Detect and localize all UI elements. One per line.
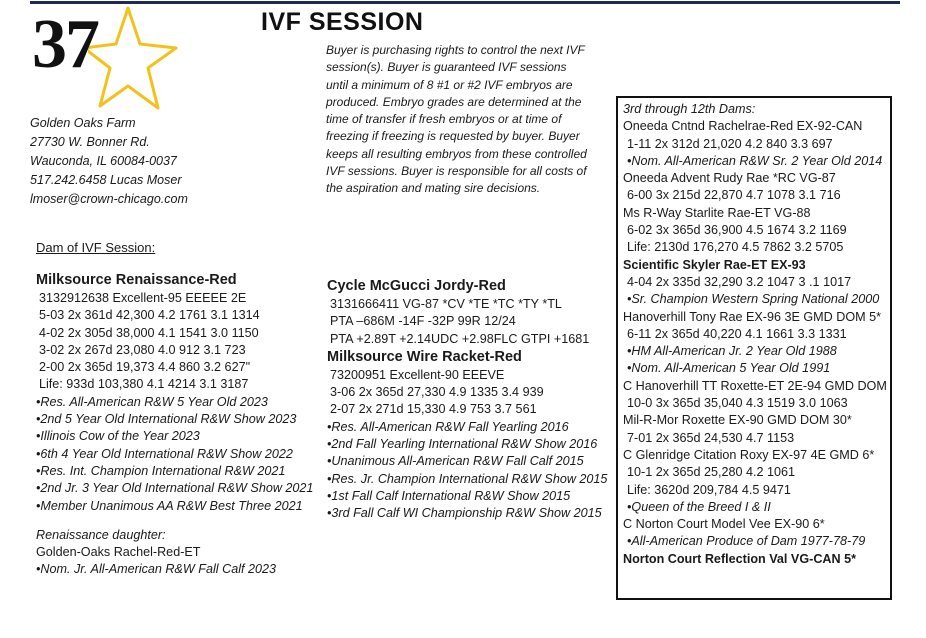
dam-record: 6-02 3x 365d 36,900 4.5 1674 3.2 1169	[627, 223, 847, 238]
dams-list	[623, 101, 887, 568]
dams-header: 3rd through 12th Dams:	[623, 102, 756, 116]
sire-pta: PTA –686M -14F -32P 99R 12/24	[330, 314, 516, 329]
description-line: Buyer is purchasing rights to control the next IVF	[326, 43, 585, 57]
dam-achievement: •2nd Jr. 3 Year Old International R&W Show 2021	[36, 481, 314, 496]
dam-record: 5-03 2x 361d 42,300 4.2 1761 3.1 1314	[39, 308, 260, 323]
dam-record: 3-02 2x 267d 23,080 4.0 912 3.1 723	[39, 342, 246, 357]
description-line: produced. Embryo grades are determined at the	[326, 94, 582, 109]
dam-section-label: Dam of IVF Session:	[36, 240, 156, 255]
dam-achievement: •All-American Produce of Dam 1977-78-79	[627, 534, 866, 549]
dam-name: Mil-R-Mor Roxette EX-90 GMD DOM 30*	[623, 413, 852, 428]
dam-record: 6-11 2x 365d 40,220 4.1 1661 3.3 1331	[627, 326, 847, 341]
description-line: until a minimum of 8 #1 or #2 IVF embryos are	[326, 77, 573, 92]
dam-achievement: •Illinois Cow of the Year 2023	[36, 429, 200, 444]
daughter-label: Renaissance daughter:	[36, 527, 166, 542]
dam-achievement: •Queen of the Breed I & II	[627, 499, 771, 514]
dam-name: Hanoverhill Tony Rae EX-96 3E GMD DOM 5*	[623, 309, 882, 324]
dam-achievement: •6th 4 Year Old International R&W Show 2022	[36, 446, 293, 461]
sire-pta: PTA +2.89T +2.14UDC +2.98FLC GTPI +1681	[330, 331, 590, 346]
dam-name: Scientific Skyler Rae-ET EX-93	[623, 257, 806, 272]
page-title: IVF SESSION	[261, 8, 424, 36]
dam-record: 4-02 2x 305d 38,000 4.1 1541 3.0 1150	[39, 325, 259, 340]
maternal-achievement: •Res. All-American R&W Fall Yearling 2016	[327, 419, 569, 434]
dam-name: C Norton Court Model Vee EX-90 6*	[623, 517, 825, 532]
dam-record: 7-01 2x 365d 24,530 4.7 1153	[627, 430, 795, 445]
seller-address-line2: Wauconda, IL 60084-0037	[30, 154, 177, 168]
seller-address-line1: 27730 W. Bonner Rd.	[30, 135, 150, 149]
maternal-achievement: •Res. Jr. Champion International R&W Show 2015	[327, 471, 608, 486]
dam-achievement: •Nom. All-American 5 Year Old 1991	[627, 361, 831, 376]
dam-record: 10-0 3x 365d 35,040 4.3 1519 3.0 1063	[627, 396, 848, 411]
dam-record: 4-04 2x 335d 32,290 3.2 1047 3 .1 1017	[627, 274, 852, 289]
session-description	[326, 42, 604, 198]
dam-achievement: •Sr. Champion Western Spring National 2000	[627, 292, 880, 307]
dam-name: Milksource Renaissance-Red	[36, 272, 237, 288]
description-line: keeps all resulting embryos from these controlled	[326, 146, 587, 161]
seller-phone: 517.242.6458 Lucas Moser	[30, 173, 182, 187]
maternal-name: Milksource Wire Racket-Red	[327, 348, 522, 365]
maternal-achievement: •Unanimous All-American R&W Fall Calf 2015	[327, 454, 584, 469]
description-line: time of transfer if fresh embryos or at time of	[326, 112, 562, 127]
dam-record: Life: 3620d 209,784 4.5 9471	[627, 482, 791, 497]
dam-record-life: Life: 933d 103,380 4.1 4214 3.1 3187	[39, 377, 249, 392]
seller-name: Golden Oaks Farm	[30, 116, 136, 130]
description-line: the aspiration and mating sire decisions.	[326, 181, 541, 196]
dam-name: Ms R-Way Starlite Rae-ET VG-88	[623, 205, 811, 220]
daughter-achievement: •Nom. Jr. All-American R&W Fall Calf 2023	[36, 562, 277, 577]
dam-id: 3132912638 Excellent-95 EEEEE 2E	[39, 291, 247, 305]
dam-name: C Hanoverhill TT Roxette-ET 2E-94 GMD DOM	[623, 378, 887, 393]
seller-info	[30, 114, 188, 209]
sire-id: 3131666411 VG-87 *CV *TE *TC *TY *TL	[330, 297, 562, 311]
lot-number: 37	[32, 6, 98, 83]
dam-record: 6-00 3x 215d 22,870 4.7 1078 3.1 716	[627, 188, 841, 203]
dam-achievement: •Nom. All-American R&W Sr. 2 Year Old 2014	[627, 153, 883, 168]
dam-achievement: •HM All-American Jr. 2 Year Old 1988	[627, 344, 837, 359]
maternal-achievement: •3rd Fall Calf WI Championship R&W Show 2015	[327, 506, 602, 521]
maternal-achievement: •1st Fall Calf International R&W Show 2015	[327, 488, 571, 503]
dam-record: Life: 2130d 176,270 4.5 7862 3.2 5705	[627, 240, 844, 255]
dam-name: Norton Court Reflection Val VG-CAN 5*	[623, 551, 857, 566]
description-line: freezing if freezing is requested by buyer. Buyer	[326, 129, 580, 144]
dam-achievement: •Member Unanimous AA R&W Best Three 2021	[36, 498, 303, 513]
dam-name: Oneeda Advent Rudy Rae *RC VG-87	[623, 171, 836, 186]
sire-name: Cycle McGucci Jordy-Red	[327, 278, 506, 294]
description-line: IVF sessions. Buyer is responsible for all costs of	[326, 164, 587, 179]
sire-column	[327, 277, 607, 523]
maternal-id: 73200951 Excellent-90 EEEVE	[330, 367, 505, 382]
seller-email: lmoser@crown-chicago.com	[30, 192, 188, 206]
description-line: session(s). Buyer is guaranteed IVF sessions	[326, 60, 567, 75]
maternal-record: 2-07 2x 271d 15,330 4.9 753 3.7 561	[330, 402, 537, 417]
dam-column	[36, 271, 313, 579]
dam-record: 2-00 2x 365d 19,373 4.4 860 3.2 627"	[39, 360, 251, 375]
dam-achievement: •Res. All-American R&W 5 Year Old 2023	[36, 394, 268, 409]
maternal-achievement: •2nd Fall Yearling International R&W Show 2016	[327, 437, 598, 452]
dam-achievement: •2nd 5 Year Old International R&W Show 2023	[36, 412, 297, 427]
dam-name: Oneeda Cntnd Rachelrae-Red EX-92-CAN	[623, 119, 863, 134]
dam-name: C Glenridge Citation Roxy EX-97 4E GMD 6*	[623, 447, 875, 462]
dam-record: 1-11 2x 312d 21,020 4.2 840 3.3 697	[627, 136, 833, 151]
daughter-name: Golden-Oaks Rachel-Red-ET	[36, 545, 201, 560]
maternal-record: 3-06 2x 365d 27,330 4.9 1335 3.4 939	[330, 385, 544, 400]
dam-record: 10-1 2x 365d 25,280 4.2 1061	[627, 465, 796, 480]
dam-achievement: •Res. Int. Champion International R&W 2021	[36, 463, 286, 478]
star-icon	[88, 4, 178, 114]
